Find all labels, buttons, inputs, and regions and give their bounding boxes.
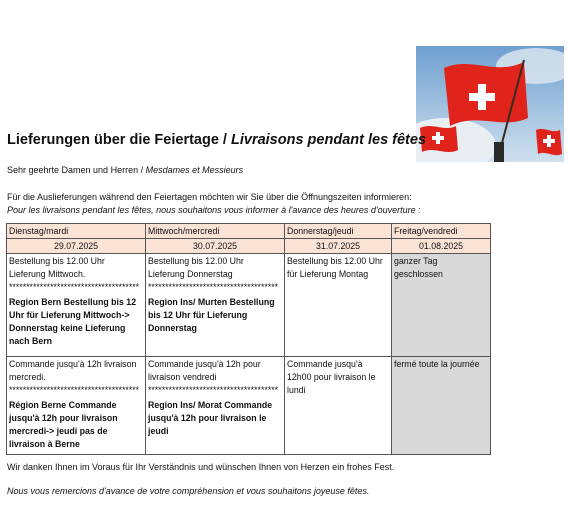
- table-row: [7, 357, 491, 455]
- title-de: Lieferungen über die Feiertage /: [7, 132, 231, 148]
- header-wednesday: Mittwoch/mercredi: [146, 224, 285, 239]
- greeting-de: Sehr geehrte Damen und Herren /: [7, 165, 146, 175]
- greeting: [7, 165, 243, 175]
- cell-text: Bestellung bis 12.00 Uhr Lieferung Donnerstag: [148, 256, 244, 279]
- cell-text: fermé toute la journée: [394, 359, 480, 369]
- cell-text: ganzer Tag geschlossen: [394, 256, 443, 279]
- table-date-row: [7, 239, 491, 254]
- date-friday: 01.08.2025: [392, 239, 491, 254]
- date-wednesday: 30.07.2025: [146, 239, 285, 254]
- cell-text: Bestellung bis 12.00 Uhr Lieferung Mittwoch.: [9, 256, 105, 279]
- intro-de: Für die Auslieferungen während den Feiertagen möchten wir Sie über die Öffnungszeiten informieren:: [7, 192, 412, 202]
- thanks-de: Wir danken Ihnen im Voraus für Ihr Verständnis und wünschen Ihnen von Herzen ein frohes Fest.: [7, 462, 395, 472]
- thanks-fr: Nous vous remercions d'avance de votre compréhension et vous souhaitons joyeuse fêtes.: [7, 486, 370, 496]
- separator-stars: **************************************: [148, 282, 279, 292]
- cell-wednesday-de: [146, 254, 285, 357]
- date-tuesday: 29.07.2025: [7, 239, 146, 254]
- date-thursday: 31.07.2025: [285, 239, 392, 254]
- cell-wednesday-fr: [146, 357, 285, 455]
- cell-bold-text: Region Bern Bestellung bis 12 Uhr für Lieferung Mittwoch-> Donnerstag keine Lieferung nach Bern: [9, 297, 137, 346]
- header-thursday: Donnerstag/jeudi: [285, 224, 392, 239]
- intro-fr: Pour les livraisons pendant les fêtes, nous souhaitons vous informer à l'avance des heures d'ouverture :: [7, 205, 421, 215]
- header-friday: Freitag/vendredi: [392, 224, 491, 239]
- cell-bold-text: Région Berne Commande jusqu'à 12h pour livraison mercredi-> jeudi pas de livraison à Berne: [9, 400, 118, 449]
- cell-thursday-de: [285, 254, 392, 357]
- table-header-row: [7, 224, 491, 239]
- header-tuesday: Dienstag/mardi: [7, 224, 146, 239]
- cell-friday-de: [392, 254, 491, 357]
- cell-tuesday-fr: [7, 357, 146, 455]
- separator-stars: **************************************: [9, 282, 140, 292]
- swiss-flags-photo-icon: [416, 46, 564, 162]
- cell-thursday-fr: [285, 357, 392, 455]
- cell-text: Commande jusqu'à 12h livraison mercredi.: [9, 359, 137, 382]
- separator-stars: **************************************: [9, 385, 140, 395]
- schedule-table: [6, 223, 491, 455]
- table-row: [7, 254, 491, 357]
- cell-bold-text: Region Ins/ Murten Bestellung bis 12 Uhr für Lieferung Donnerstag: [148, 297, 275, 333]
- title-fr: Livraisons pendant les fêtes: [231, 132, 427, 148]
- cell-text: Bestellung bis 12.00 Uhr für Lieferung Montag: [287, 256, 383, 279]
- cell-bold-text: Region Ins/ Morat Commande jusqu'à 12h pour livraison le jeudi: [148, 400, 273, 436]
- cell-tuesday-de: [7, 254, 146, 357]
- cell-text: Commande jusqu'à 12h pour livraison vendredi: [148, 359, 261, 382]
- cell-friday-fr: [392, 357, 491, 455]
- page-title: [7, 132, 426, 148]
- cell-text: Commande jusqu'à 12h00 pour livraison le lundi: [287, 359, 376, 395]
- greeting-fr: Mesdames et Messieurs: [145, 165, 244, 175]
- separator-stars: **************************************: [148, 385, 279, 395]
